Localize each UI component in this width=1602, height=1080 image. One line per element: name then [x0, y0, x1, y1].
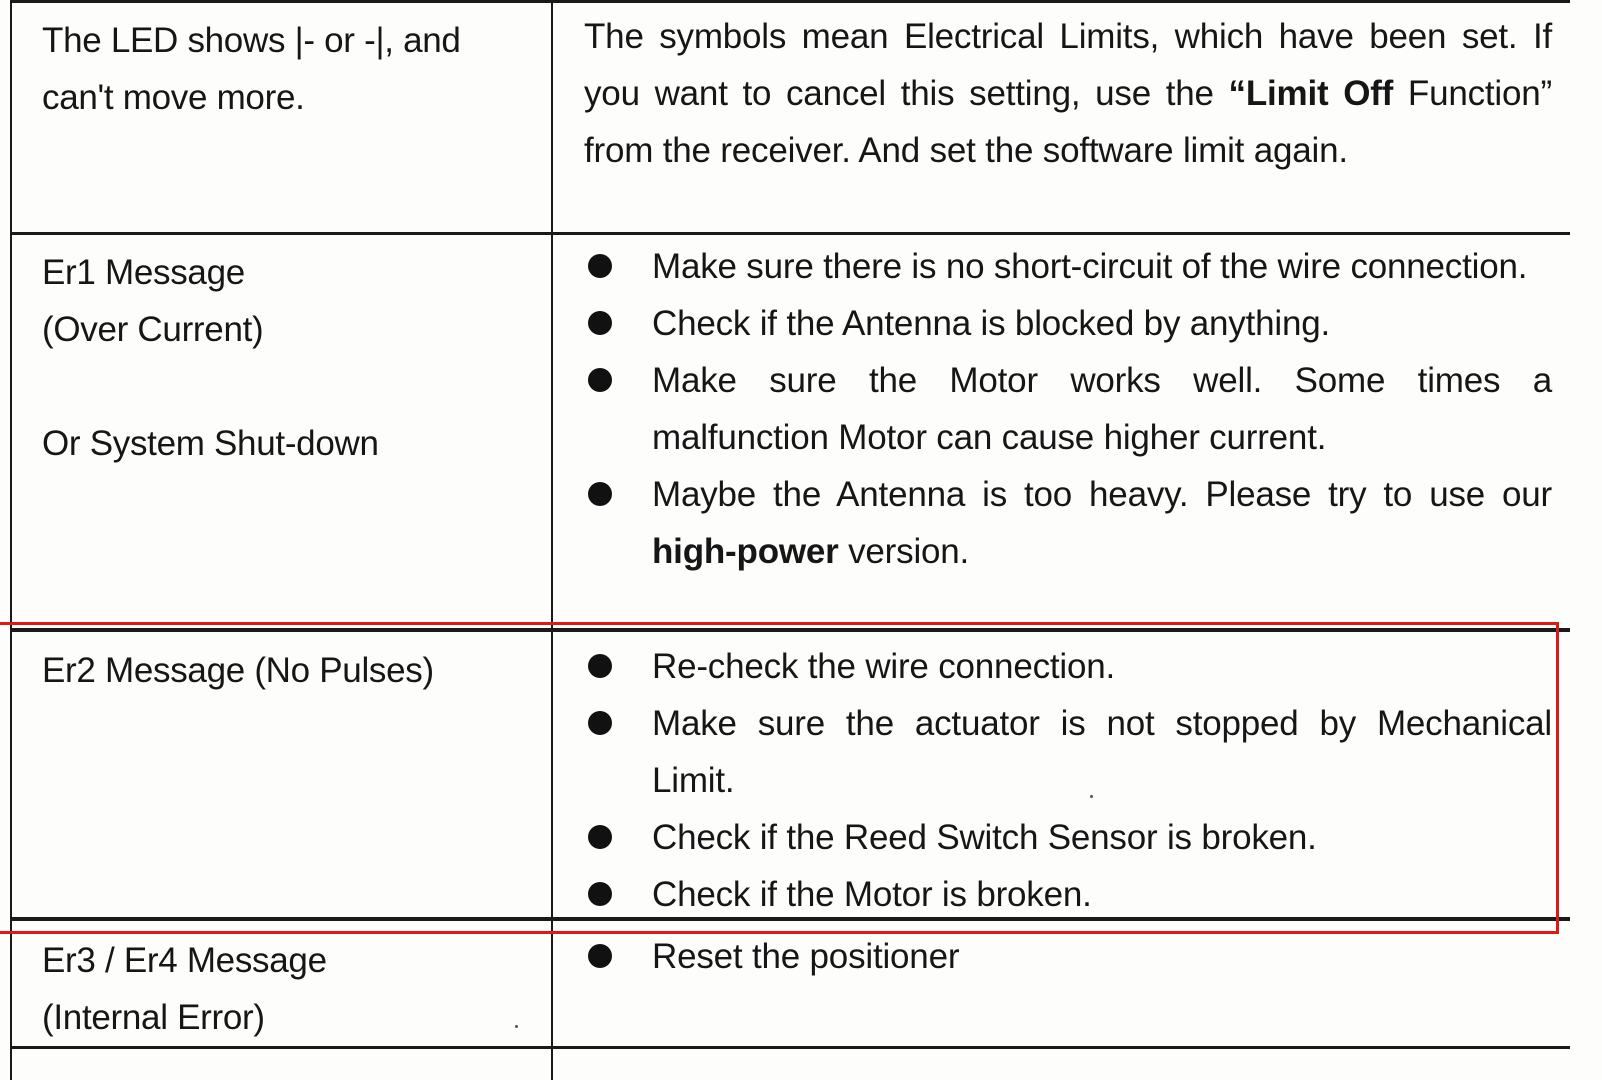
symptom-cell-er1: [42, 244, 532, 472]
solution-text: The symbols mean Electrical Limits, which have been set. If you want to cancel this setting, use the: [584, 17, 1552, 113]
table-rule: [10, 232, 1570, 235]
table-rule: [10, 1046, 1570, 1049]
bullet-icon: [588, 944, 612, 968]
list-item: Make sure there is no short-circuit of the wire connection.: [584, 238, 1552, 295]
symptom-line: Er2 Message (No Pulses): [42, 651, 434, 690]
list-item: Make sure the Motor works well. Some times a malfunction Motor can cause higher current.: [584, 352, 1552, 466]
bullet-icon: [588, 368, 612, 392]
bullet-icon: [588, 882, 612, 906]
bullet-icon: [588, 711, 612, 735]
bullet-icon: [588, 825, 612, 849]
symptom-line: Er3 / Er4 Message: [42, 941, 327, 980]
troubleshooting-table: [10, 0, 1570, 1080]
table-border: [10, 0, 12, 1080]
symptom-line: The LED shows |- or -|, and: [42, 21, 461, 60]
solution-cell-led-limits: [584, 8, 1552, 179]
symptom-line: Or System Shut-down: [42, 424, 379, 463]
bullet-icon: [588, 254, 612, 278]
list-item: Check if the Antenna is blocked by anything.: [584, 295, 1552, 352]
table-rule: [10, 0, 1570, 3]
list-item: Check if the Reed Switch Sensor is broken.: [584, 809, 1552, 866]
solution-cell-er1: [584, 238, 1552, 580]
limit-off-function-bold: “Limit Off: [1228, 74, 1394, 113]
list-item: Re-check the wire connection.: [584, 638, 1552, 695]
symptom-cell-er2: [42, 642, 532, 699]
scan-speck: [1090, 795, 1093, 798]
column-divider: [551, 0, 553, 1080]
bullet-icon: [588, 482, 612, 506]
solution-cell-er2: [584, 638, 1552, 923]
symptom-line: Er1 Message: [42, 253, 245, 292]
symptom-line: can't move more.: [42, 78, 305, 117]
list-item: Reset the positioner: [584, 928, 1552, 985]
table-rule: [10, 628, 1570, 632]
scan-speck: [515, 1025, 518, 1028]
solution-cell-er3-er4: [584, 928, 1552, 985]
list-item: Make sure the actuator is not stopped by Mechanical Limit.: [584, 695, 1552, 809]
symptom-line: (Over Current): [42, 310, 264, 349]
symptom-cell-er3-er4: [42, 932, 532, 1046]
solution-text: Function” from the receiver. And set the software limit again.: [584, 74, 1552, 170]
bullet-icon: [588, 311, 612, 335]
list-item: Check if the Motor is broken.: [584, 866, 1552, 923]
symptom-line: (Internal Error): [42, 998, 265, 1037]
high-power-bold: high-power: [652, 532, 839, 571]
list-item: Maybe the Antenna is too heavy. Please try to use our high-power version.: [584, 466, 1552, 580]
bullet-icon: [588, 654, 612, 678]
symptom-spacer: [42, 358, 532, 415]
symptom-cell-led-limits: [42, 12, 532, 126]
